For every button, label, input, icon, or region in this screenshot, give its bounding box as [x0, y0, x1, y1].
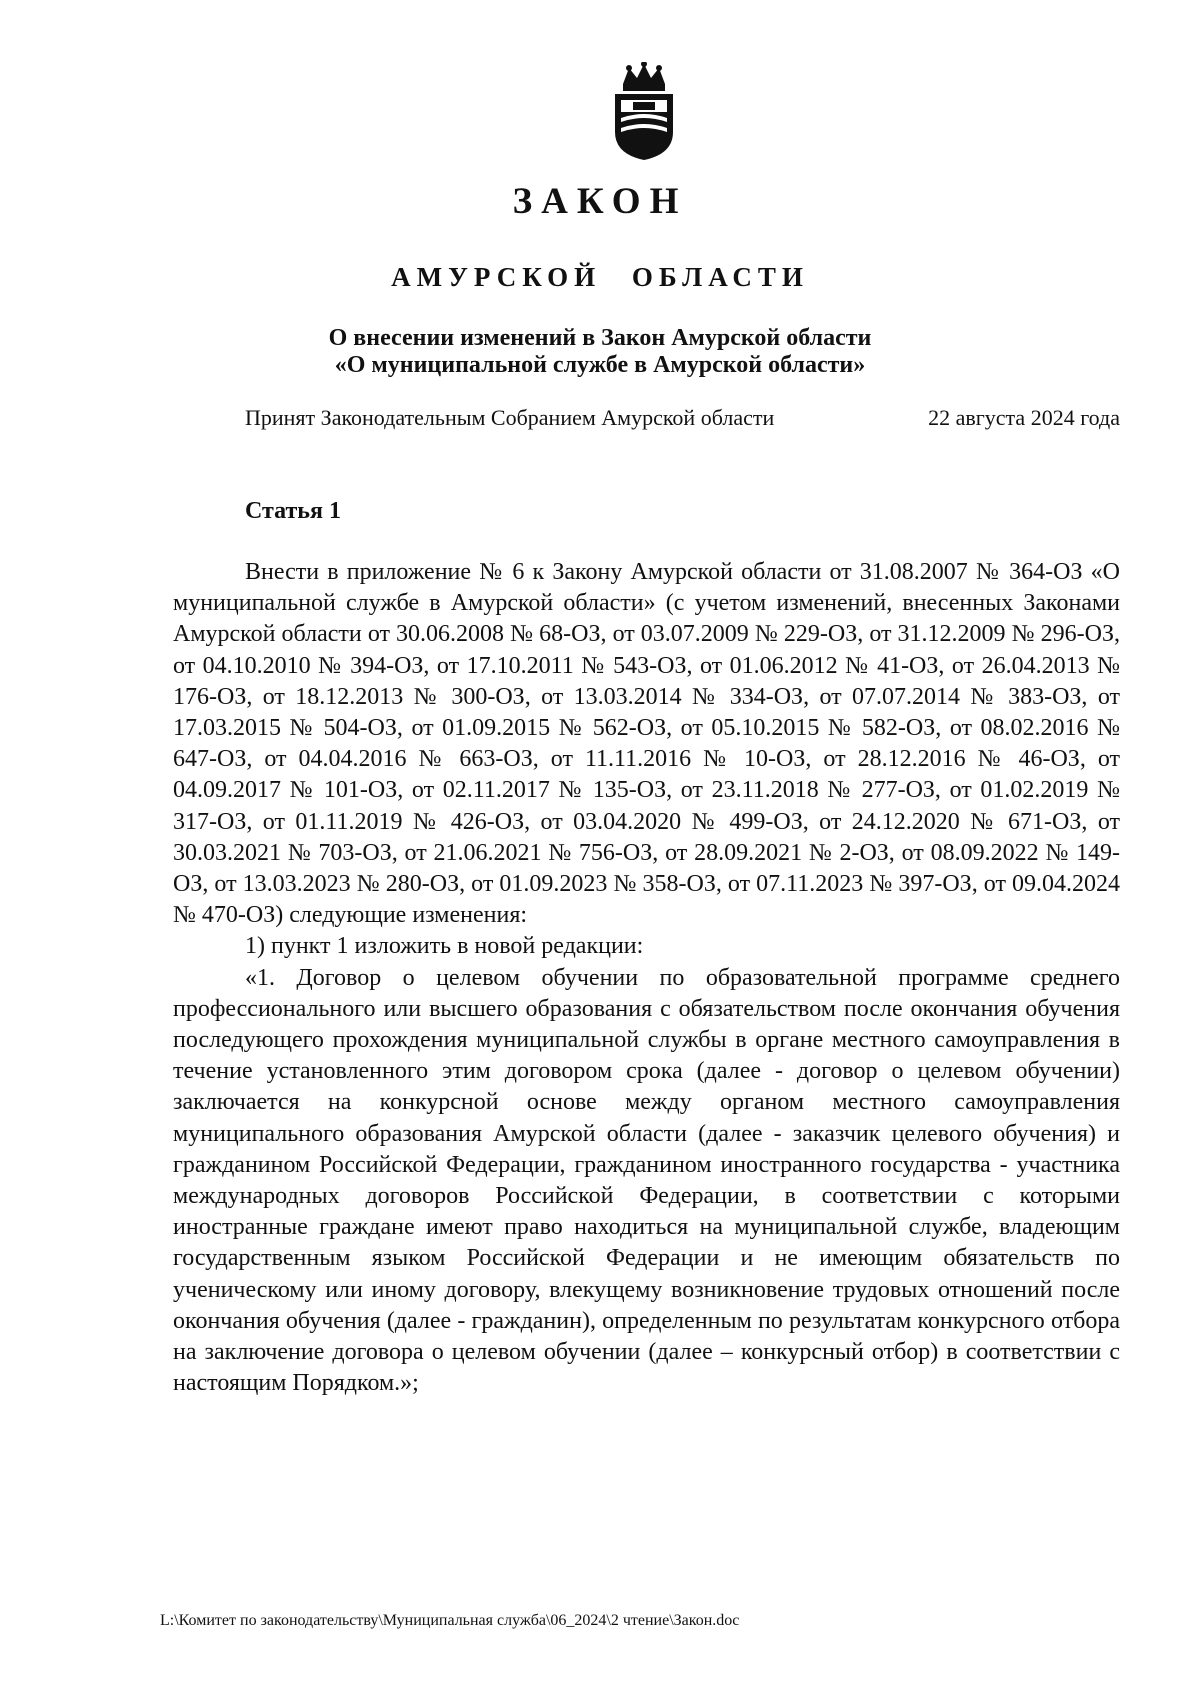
adopted-by: Принят Законодательным Собранием Амурской области: [245, 405, 775, 430]
article-paragraph-1: Внести в приложение № 6 к Закону Амурской области от 31.08.2007 № 364-ОЗ «О муниципальной службе в Амурской области» (с учетом изменений, внесенных Законами Амурской области от 30.06.2008 № 68-ОЗ, от 03.07.2009 № 229-ОЗ, от 31.12.2009 № 296-ОЗ, от 04.10.2010 № 394-ОЗ, от 17.10.2011 № 543-ОЗ, от 01.06.2012 № 41-ОЗ, от 26.04.2013 № 176-ОЗ, от 18.12.2013 № 300-ОЗ, от 13.03.2014 № 334-ОЗ, от 07.07.2014 № 383-ОЗ, от 17.03.2015 № 504-ОЗ, от 01.09.2015 № 562-ОЗ, от 05.10.2015 № 582-ОЗ, от 08.02.2016 № 647-ОЗ, от 04.04.2016 № 663-ОЗ, от 11.11.2016 № 10-ОЗ, от 28.12.2016 № 46-ОЗ, от 04.09.2017 № 101-ОЗ, от 02.11.2017 № 135-ОЗ, от 23.11.2018 № 277-ОЗ, от 01.02.2019 № 317-ОЗ, от 01.11.2019 № 426-ОЗ, от 03.04.2020 № 499-ОЗ, от 24.12.2020 № 671-ОЗ, от 30.03.2021 № 703-ОЗ, от 21.06.2021 № 756-ОЗ, от 28.09.2021 № 2-ОЗ, от 08.09.2022 № 149-ОЗ, от 13.03.2023 № 280-ОЗ, от 01.09.2023 № 358-ОЗ, от 07.11.2023 № 397-ОЗ, от 09.04.2024 № 470-ОЗ) следующие изменения:: [173, 559, 1120, 929]
article-paragraph-2: 1) пункт 1 изложить в новой редакции:: [245, 933, 644, 960]
adoption-date: 22 августа 2024 года: [928, 405, 1120, 430]
law-name: [0, 325, 1200, 379]
adoption-info: [245, 405, 1120, 431]
file-path-footer: L:\Комитет по законодательству\Муниципальная служба\06_2024\2 чтение\Закон.doc: [160, 1612, 740, 1629]
document-title: ЗАКОН: [512, 181, 688, 222]
article-title: Статья 1: [245, 498, 341, 524]
law-name-line-1: О внесении изменений в Закон Амурской области: [328, 325, 872, 351]
article-paragraph-3: «1. Договор о целевом обучении по образовательной программе среднего профессионального или высшего образования с обязательством после окончания обучения последующего прохождения муниципальной службы в органе местного самоуправления в течение установленного этим договором срока (далее - договор о целевом обучении) заключается на конкурсной основе между органом местного самоуправления муниципального образования Амурской области (далее - заказчик целевого обучения) и гражданином Российской Федерации, гражданином иностранного государства - участника международных договоров Российской Федерации, в соответствии с которыми иностранные граждане имеют право находиться на муниципальной службе, владеющим государственным языком Российской Федерации и не имеющим обязательств по ученическому или иному договору, влекущему возникновение трудовых отношений после окончания обучения (далее - гражданин), определенным по результатам конкурсного отбора на заключение договора о целевом обучении (далее – конкурсный отбор) в соответствии с настоящим Порядком.»;: [173, 964, 1120, 1397]
region-title: АМУРСКОЙ ОБЛАСТИ: [391, 262, 809, 292]
article-body: [173, 557, 1120, 1399]
coat-of-arms-icon: [605, 62, 683, 162]
law-name-line-2: «О муниципальной службе в Амурской области»: [334, 352, 866, 378]
